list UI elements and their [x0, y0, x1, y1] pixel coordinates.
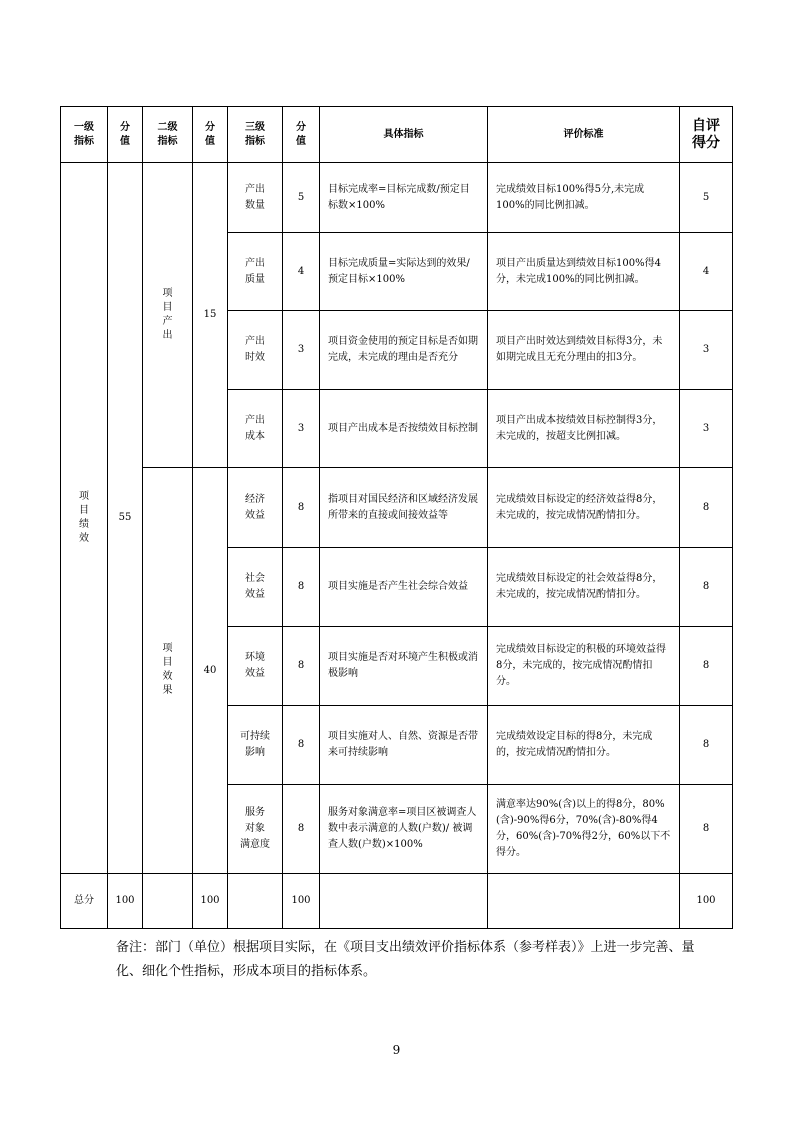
page-number: 9: [392, 1043, 401, 1057]
level3-score: 4: [283, 233, 320, 311]
level2-name: 项目产出: [162, 287, 173, 341]
level3-name: 环境 效益: [228, 627, 283, 706]
level3-score: 8: [283, 627, 320, 706]
evaluation-criteria: 项目产出成本按绩效目标控制得3分，未完成的，按超支比例扣减。: [488, 390, 680, 468]
level3-name: 服务 对象 满意度: [228, 785, 283, 874]
total-label: 总分: [61, 874, 108, 929]
self-score: 5: [680, 163, 733, 233]
specific-indicator: 指项目对国民经济和区域经济发展所带来的直接或间接效益等: [320, 468, 488, 548]
self-score: 8: [680, 706, 733, 785]
header-score2: 分 值: [193, 107, 228, 163]
total-empty-cell: [488, 874, 680, 929]
total-score1: 100: [108, 874, 143, 929]
total-score3: 100: [283, 874, 320, 929]
table-row: [61, 163, 733, 233]
evaluation-criteria: 项目产出质量达到绩效目标100%得4分，未完成100%的同比例扣减。: [488, 233, 680, 311]
level2-name: 项目效果: [162, 643, 173, 696]
specific-indicator: 目标完成质量=实际达到的效果/预定目标×100%: [320, 233, 488, 311]
level2-score: 15: [193, 163, 228, 468]
level3-score: 3: [283, 390, 320, 468]
table-row: [61, 468, 733, 548]
header-level2: 二级 指标: [143, 107, 193, 163]
header-criteria: 评价标准: [488, 107, 680, 163]
level1-cell: [61, 163, 108, 874]
header-specific: 具体指标: [320, 107, 488, 163]
evaluation-criteria: 完成绩效目标设定的社会效益得8分，未完成的，按完成情况酌情扣分。: [488, 548, 680, 627]
level1-name: 项目绩效: [79, 490, 89, 544]
level3-score: 8: [283, 468, 320, 548]
level3-score: 8: [283, 706, 320, 785]
specific-indicator: 项目资金使用的预定目标是否如期完成，未完成的理由是否充分: [320, 311, 488, 390]
specific-indicator: 项目实施是否对环境产生积极或消极影响: [320, 627, 488, 706]
level1-score: 55: [108, 163, 143, 874]
level3-name: 社会 效益: [228, 548, 283, 627]
level3-name: 产出 时效: [228, 311, 283, 390]
level3-name: 产出 质量: [228, 233, 283, 311]
header-row: [61, 107, 733, 163]
level3-name: 可持续 影响: [228, 706, 283, 785]
header-level3: 三级 指标: [228, 107, 283, 163]
self-score: 3: [680, 390, 733, 468]
evaluation-criteria: 完成绩效目标设定的积极的环境效益得8分，未完成的，按完成情况酌情扣分。: [488, 627, 680, 706]
remark-note: 备注：部门（单位）根据项目实际，在《项目支出绩效评价指标体系（参考样表）》上进一步完善、量化、细化个性指标，形成本项目的指标体系。: [116, 940, 695, 979]
self-score: 8: [680, 468, 733, 548]
specific-indicator: 目标完成率=目标完成数/预定目标数×100%: [320, 163, 488, 233]
specific-indicator: 项目实施是否产生社会综合效益: [320, 548, 488, 627]
total-self-score: 100: [680, 874, 733, 929]
self-score: 4: [680, 233, 733, 311]
level3-score: 3: [283, 311, 320, 390]
specific-indicator: 项目实施对人、自然、资源是否带来可持续影响: [320, 706, 488, 785]
level3-name: 经济 效益: [228, 468, 283, 548]
total-score2: 100: [193, 874, 228, 929]
level3-score: 8: [283, 785, 320, 874]
header-score1: 分 值: [108, 107, 143, 163]
evaluation-criteria: 完成绩效设定目标的得8分，未完成的，按完成情况酌情扣分。: [488, 706, 680, 785]
total-empty-cell: [320, 874, 488, 929]
level2-score: 40: [193, 468, 228, 874]
header-score3: 分 值: [283, 107, 320, 163]
evaluation-table: [60, 106, 733, 929]
self-score: 8: [680, 627, 733, 706]
level3-score: 8: [283, 548, 320, 627]
evaluation-criteria: 项目产出时效达到绩效目标得3分，未如期完成且无充分理由的扣3分。: [488, 311, 680, 390]
level3-score: 5: [283, 163, 320, 233]
self-score: 8: [680, 785, 733, 874]
self-score: 8: [680, 548, 733, 627]
level3-name: 产出 数量: [228, 163, 283, 233]
total-row: [61, 874, 733, 929]
total-empty-cell: [143, 874, 193, 929]
evaluation-criteria: 完成绩效目标100%得5分,未完成100%的同比例扣减。: [488, 163, 680, 233]
specific-indicator: 项目产出成本是否按绩效目标控制: [320, 390, 488, 468]
evaluation-criteria: 满意率达90%(含)以上的得8分，80%(含)-90%得6分，70%(含)-80%得4分，60%(含)-70%得2分，60%以下不得分。: [488, 785, 680, 874]
evaluation-criteria: 完成绩效目标设定的经济效益得8分，未完成的，按完成情况酌情扣分。: [488, 468, 680, 548]
specific-indicator: 服务对象满意率=项目区被调查人数中表示满意的人数(户数)/ 被调查人数(户数)×100%: [320, 785, 488, 874]
self-score: 3: [680, 311, 733, 390]
header-level1: 一级 指标: [61, 107, 108, 163]
level3-name: 产出 成本: [228, 390, 283, 468]
total-empty-cell: [228, 874, 283, 929]
level2-cell-effect: [143, 468, 193, 874]
header-self-score: 自评 得分: [680, 107, 733, 163]
level2-cell-output: [143, 163, 193, 468]
